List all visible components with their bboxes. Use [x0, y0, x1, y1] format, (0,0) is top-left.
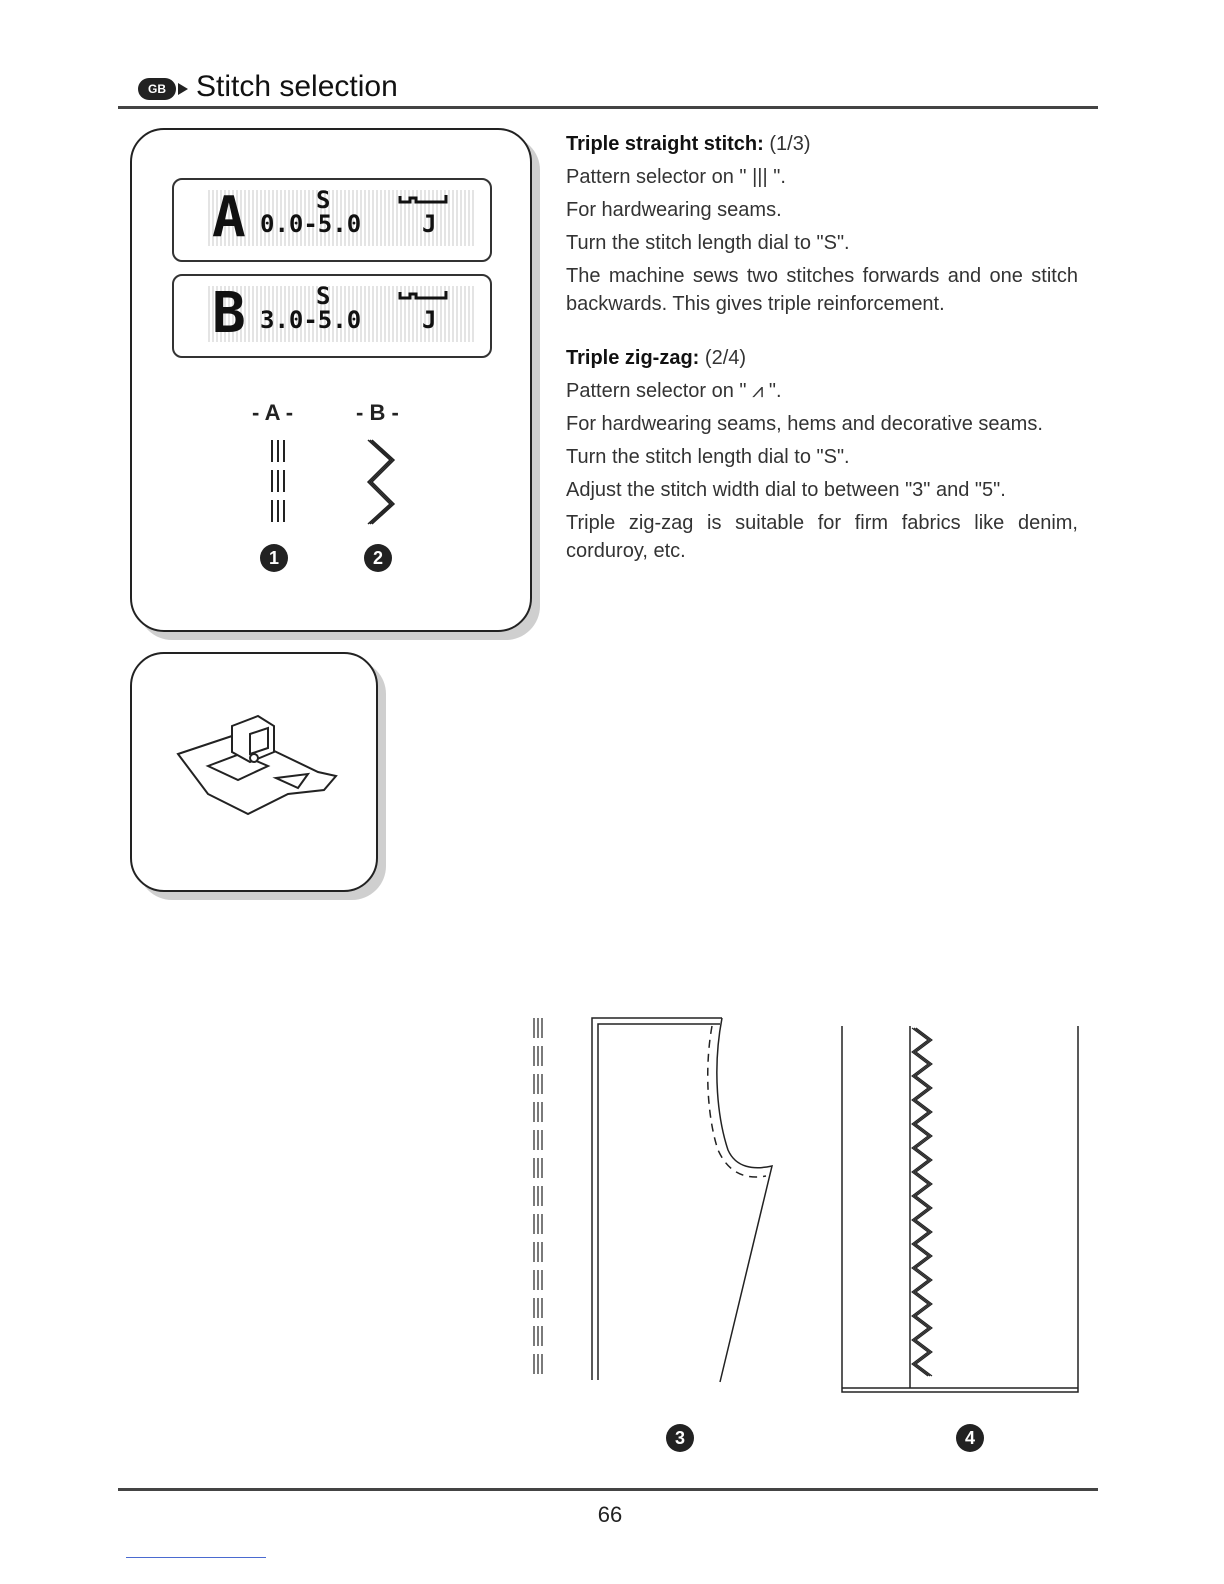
instructions-text — [566, 130, 1078, 591]
language-badge-label: GB — [148, 82, 166, 96]
lcd-range: 3.0-5.0 — [260, 306, 362, 334]
marker-2: 2 — [364, 544, 392, 572]
lcd-display-a — [172, 178, 492, 262]
badge-arrow-icon — [178, 83, 188, 95]
lcd-foot: J — [422, 306, 437, 334]
instruction-line: Adjust the stitch width dial to between "3" and "5". — [566, 479, 1006, 501]
illustration-4 — [830, 1010, 1090, 1448]
section-count: (2/4) — [704, 347, 747, 369]
instruction-line: Pattern selector on " ||| ". — [566, 166, 786, 188]
page-header — [138, 68, 1098, 108]
instruction-line: For hardwearing seams. — [566, 199, 782, 221]
presser-foot-illustration — [168, 714, 338, 824]
instruction-line: Triple zig-zag is suitable for firm fabrics like denim, corduroy, etc. — [566, 512, 1078, 562]
lcd-letter: B — [212, 281, 246, 346]
lcd-mode: S — [316, 186, 331, 214]
page-title: Stitch selection — [196, 70, 398, 103]
marker-4: 4 — [956, 1424, 984, 1452]
instruction-line: Pattern selector on " ⩘ ". — [566, 380, 782, 402]
marker-3: 3 — [666, 1424, 694, 1452]
lcd-display-b — [172, 274, 492, 358]
section-heading: Triple zig-zag: — [566, 347, 700, 369]
instruction-line: For hardwearing seams, hems and decorative seams. — [566, 413, 1043, 435]
footer-divider — [118, 1488, 1098, 1491]
header-divider — [118, 106, 1098, 109]
presser-foot-panel — [130, 652, 378, 892]
trouser-seam-illustration — [530, 1010, 790, 1410]
triple-zigzag-stitch-icon — [366, 438, 396, 526]
triple-straight-section — [566, 130, 1078, 318]
lcd-range: 0.0-5.0 — [260, 210, 362, 238]
triple-zigzag-section — [566, 344, 1078, 565]
instruction-line: Turn the stitch length dial to "S". — [566, 232, 850, 254]
column-b-label: - B - — [356, 400, 399, 425]
display-panel — [130, 128, 532, 632]
marker-1: 1 — [260, 544, 288, 572]
illustration-3 — [530, 1010, 790, 1448]
section-count: (1/3) — [769, 133, 811, 155]
presser-foot-icon — [398, 288, 448, 300]
lcd-mode: S — [316, 282, 331, 310]
instruction-line: Turn the stitch length dial to "S". — [566, 446, 850, 468]
page-number: 66 — [597, 1502, 623, 1527]
fabric-zigzag-illustration — [830, 1010, 1090, 1410]
presser-foot-icon — [398, 192, 448, 204]
section-heading: Triple straight stitch: — [566, 133, 764, 155]
lcd-letter: A — [212, 185, 246, 250]
column-a-label: - A - — [252, 400, 294, 425]
corner-line — [126, 1557, 266, 1558]
lcd-foot: J — [422, 210, 437, 238]
triple-straight-stitch-icon — [268, 440, 288, 524]
instruction-line: The machine sews two stitches forwards and one stitch backwards. This gives triple reinforcement. — [566, 265, 1078, 315]
language-badge — [138, 78, 176, 100]
